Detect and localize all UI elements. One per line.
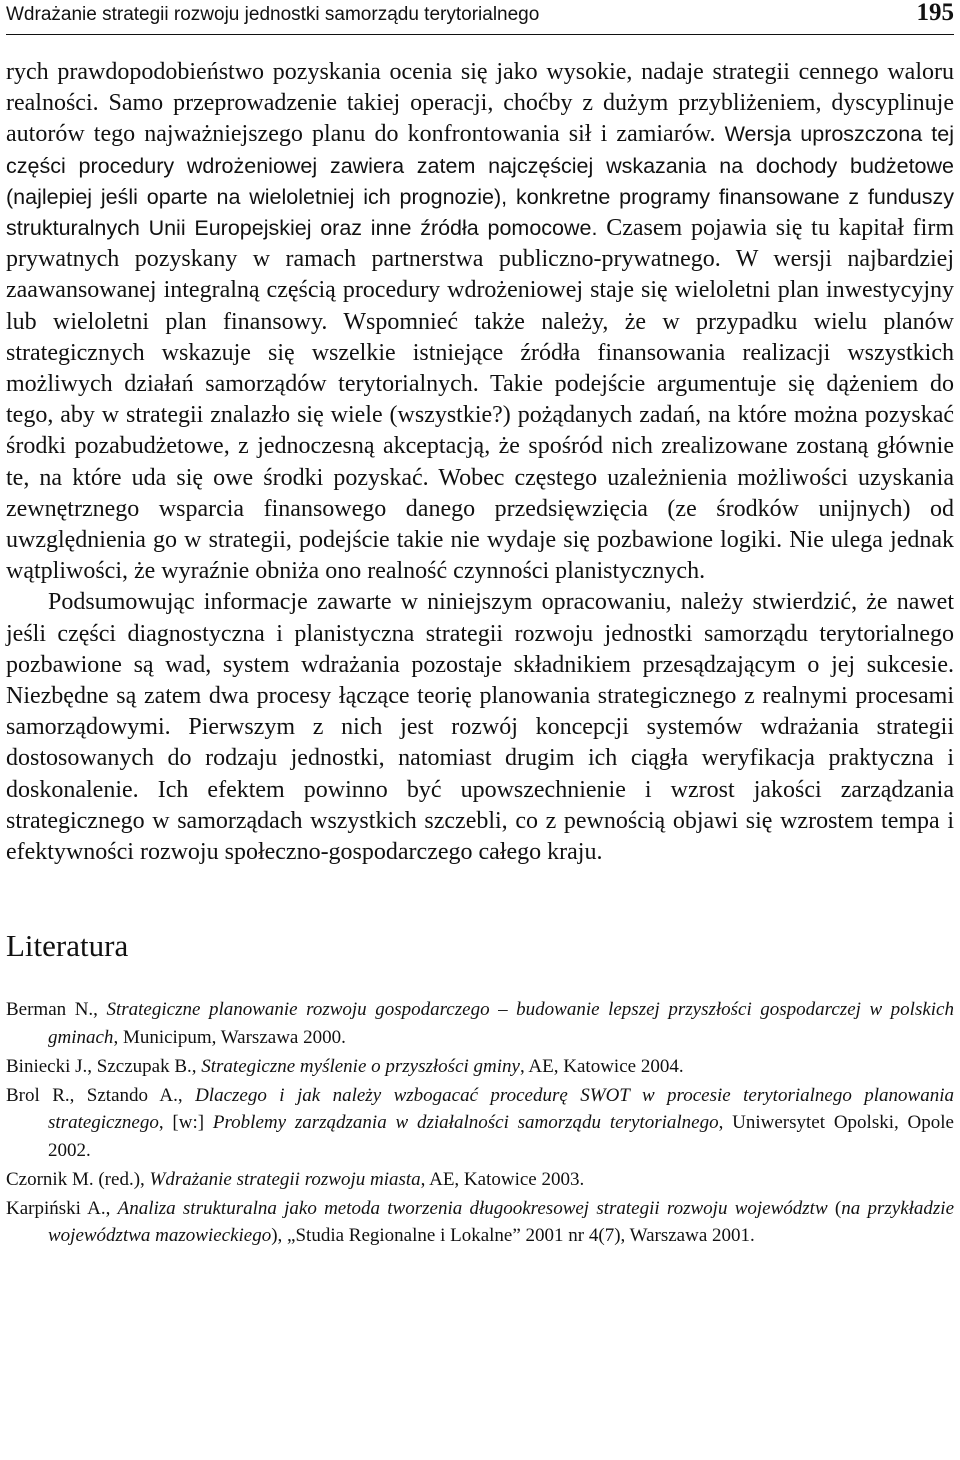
reference-title: Dlaczego i jak należy wzbogacać procedurę SWOT w procesie terytorialnego planowania strategicznego <box>48 1084 954 1134</box>
reference-publisher: , Municipum, Warszawa 2000. <box>113 1026 346 1048</box>
running-title: Wdrażanie strategii rozwoju jednostki samorządu terytorialnego <box>6 4 540 25</box>
body-text <box>6 57 954 868</box>
paragraph-summary: Podsumowując informacje zawarte w niniejszym opracowaniu, należy stwierdzić, że nawet jeśli części diagnostyczna i planistyczna strategii rozwoju jednostki samorządu terytorialnego pozbawione są wad, system wdrażania pozostaje składnikiem przesądzającym o jej sukcesie. Niezbędne są zatem dwa procesy łączące teorię planowania strategicznego z realnymi procesami samorządowymi. Pierwszym z nich jest rozwój koncepcji systemów wdrażania strategii dostosowanych do rodzaju jednostki, natomiast drugim ich ciągła weryfikacja praktyczna i doskonalenie. Ich efektem powinno być upowszechnienie i wzrost jakości zarządzania strategicznego w samorządach wszystkich szczebli, co z pewnością objawi się wzrostem tempa i efektywności rozwoju społeczno-gospodarczego całego kraju. <box>6 589 954 866</box>
paragraph-1-part-c: Czasem pojawia się tu kapitał firm prywatnych pozyskany w ramach partnerstwa publiczno-prywatnego. W wersji najbardziej zaawansowanej integralną częścią procedury wdrożeniowej staje się wieloletni plan inwestycyjny lub wieloletni plan finansowy. Wspomnieć także należy, że w przypadku wielu planów strategicznych wskazuje się wszelkie istniejące źródła finansowania realizacji wszystkich możliwych działań samorządów terytorialnych. Takie podejście argumentuje się dążeniem do tego, aby w strategii znalazło się wiele (wszystkie?) pożądanych zadań, na które można pozyskać środki pozabudżetowe, z jednoczesną akceptacją, że spośród nich zrealizowane zostaną głównie te, na które uda się owe środki pozyskać. Wobec częstego uzależnienia możliwości uzyskania zewnętrznego wsparcia finansowego danego przedsięwzięcia (ze środków unijnych) od uwzględnienia go w strategii, podejście takie nie wydaje się pozbawione logiki. Nie ulega jednak wątpliwości, że wyraźnie obniża ono realność czynności planistycznych. <box>6 215 954 585</box>
reference-item <box>6 996 954 1051</box>
reference-publisher: ), „Studia Regionalne i Lokalne” 2001 nr 4(7), Warszawa 2001. <box>271 1225 755 1247</box>
paragraph-continuation <box>6 57 954 587</box>
reference-author: Czornik M. (red.), <box>6 1168 150 1190</box>
paragraph-1-part-a: rych prawdopodobieństwo pozyskania ocenia się jako wysokie, nadaje strategii cennego waloru realności. Samo przeprowadzenie takiej operacji, choćby z dużym przybliżeniem, dyscyplinuje autorów tego najważniejszego planu do konfrontowania sił i zamiarów. <box>6 59 954 148</box>
reference-book-title: Problemy zarządzania w działalności samorządu terytorialnego <box>212 1112 719 1134</box>
paragraph-1-part-b: Wersja uproszczona tej części procedury wdrożeniowej zawiera zatem najczęściej wskazania na dochody budżetowe (najlepiej jeśli oparte na wieloletniej ich prognozie), konkretne programy finansowane z funduszy strukturalnych Unii Europejskiej oraz inne źródła pomocowe. <box>6 122 955 241</box>
reference-author: Karpiński A., <box>6 1197 118 1219</box>
reference-item <box>6 1082 954 1165</box>
reference-item <box>6 1166 954 1194</box>
running-header <box>6 0 954 35</box>
reference-author: Biniecki J., Szczupak B., <box>6 1055 202 1077</box>
reference-author: Berman N., <box>6 999 107 1021</box>
reference-title: Strategiczne myślenie o przyszłości gminy <box>201 1055 520 1077</box>
reference-publisher: , AE, Katowice 2004. <box>519 1055 684 1077</box>
reference-subtitle: na przykładzie województwa mazowieckiego <box>48 1197 955 1247</box>
page-number: 195 <box>916 0 954 26</box>
reference-list <box>6 996 954 1250</box>
reference-title: Analiza strukturalna jako metoda tworzenia długookresowej strategii rozwoju województw <box>117 1197 828 1219</box>
reference-item <box>6 1053 954 1081</box>
reference-title: Strategiczne planowanie rozwoju gospodarczego – budowanie lepszej przyszłości gospodarczej w polskich gminach <box>48 999 954 1048</box>
reference-author: Brol R., Sztando A., <box>6 1084 196 1106</box>
reference-connector: , [w:] <box>158 1112 213 1134</box>
reference-publisher: , Uniwersytet Opolski, Opole 2002. <box>48 1112 954 1161</box>
reference-item <box>6 1195 954 1250</box>
reference-title: Wdrażanie strategii rozwoju miasta <box>149 1168 421 1190</box>
reference-publisher: , AE, Katowice 2003. <box>420 1168 585 1190</box>
section-heading-literature: Literatura <box>6 928 129 964</box>
reference-connector: ( <box>827 1197 842 1219</box>
